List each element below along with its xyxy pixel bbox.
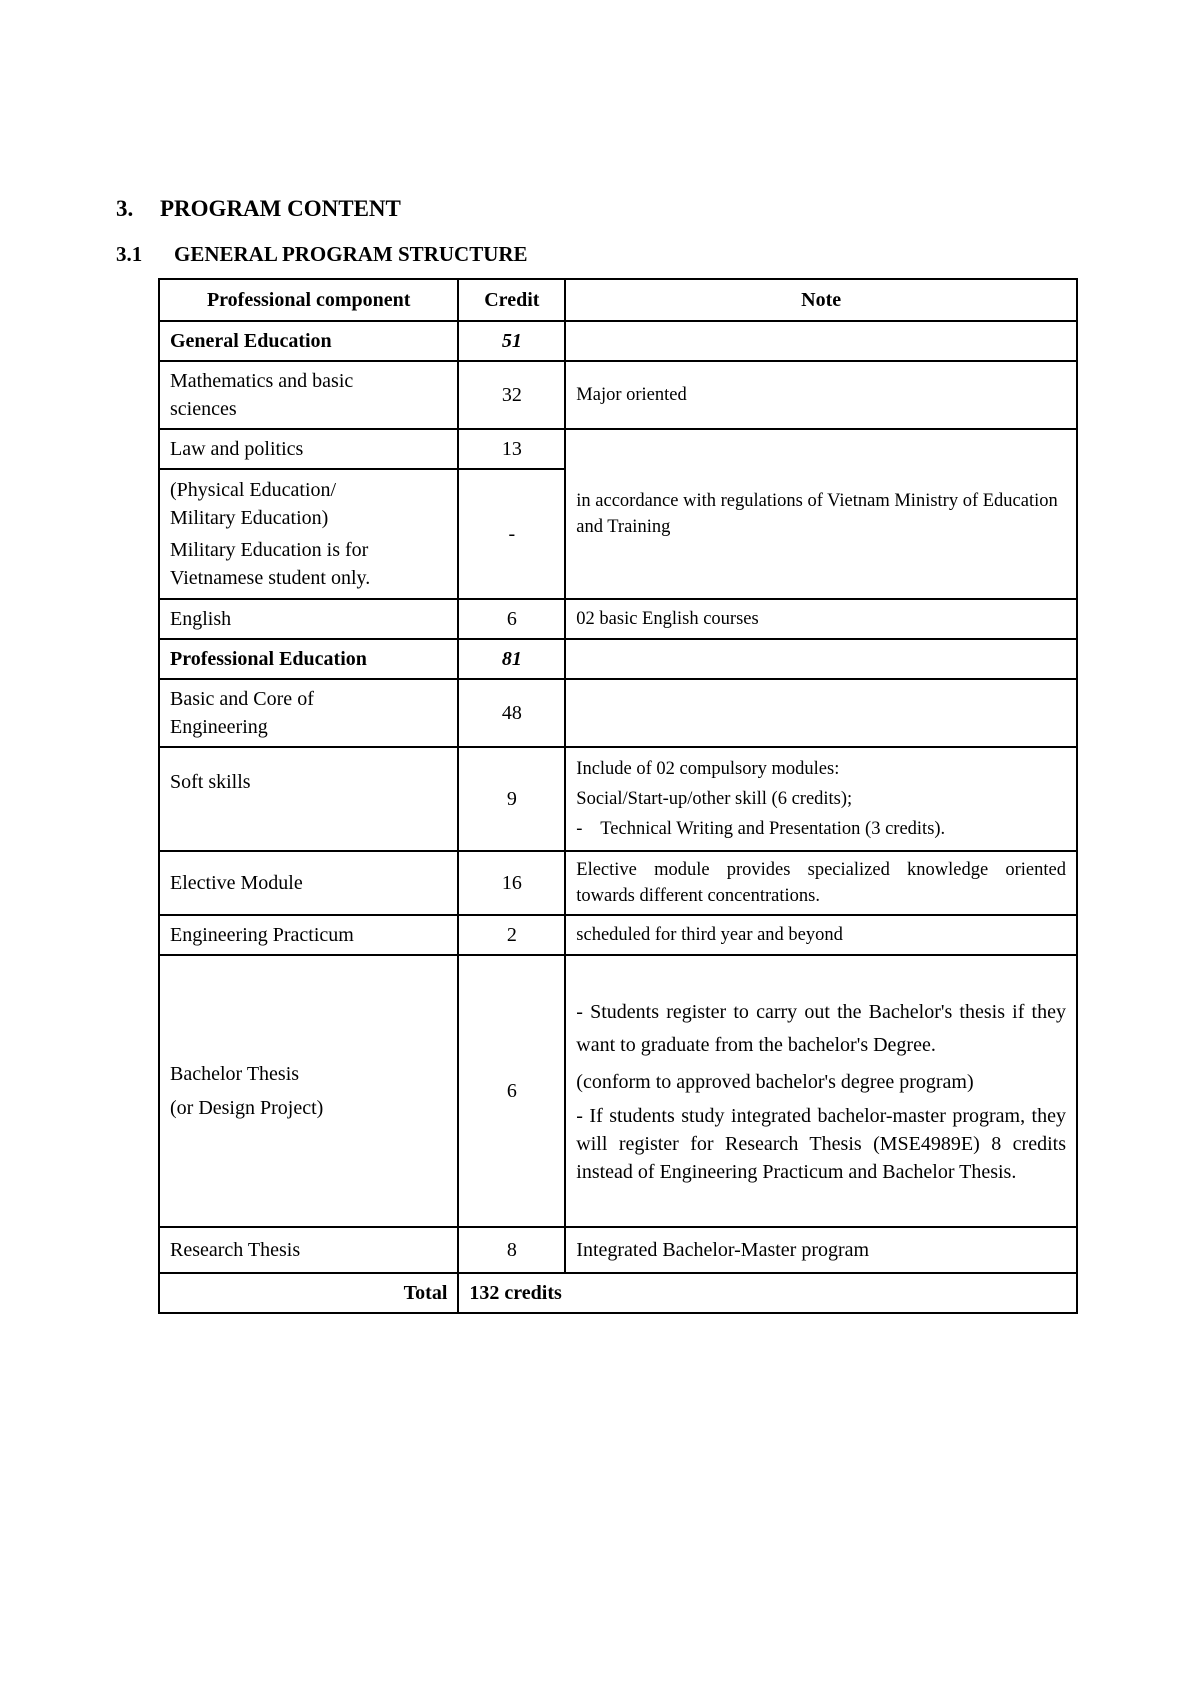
professional-education-label: Professional Education <box>159 639 458 679</box>
subsection-number: 3.1 <box>116 242 143 266</box>
math-label-line: Mathematics and basic <box>170 370 354 392</box>
table-row <box>159 429 1077 469</box>
practicum-label: Engineering Practicum <box>159 915 458 955</box>
table-row <box>159 1273 1077 1313</box>
table-row <box>159 915 1077 955</box>
pe-label-line: Military Education is for <box>170 539 369 561</box>
general-education-credit: 51 <box>458 321 565 361</box>
elective-label: Elective Module <box>159 851 458 915</box>
math-credit: 32 <box>458 361 565 429</box>
practicum-note: scheduled for third year and beyond <box>565 915 1077 955</box>
basic-core-label-line: Basic and Core of <box>170 688 314 710</box>
table-header-row <box>159 279 1077 321</box>
professional-education-note <box>565 639 1077 679</box>
pe-label-line: (Physical Education/ <box>170 479 337 501</box>
thesis-label <box>159 955 458 1227</box>
table-row <box>159 747 1077 851</box>
soft-skills-note-text: Technical Writing and Presentation (3 credits). <box>600 819 946 839</box>
math-label <box>159 361 458 429</box>
shared-note: in accordance with regulations of Vietnam Ministry of Education and Training <box>565 429 1077 599</box>
section-number: 3. <box>116 196 134 221</box>
subsection-heading <box>116 242 528 267</box>
english-label: English <box>159 599 458 639</box>
soft-skills-note-line: Include of 02 compulsory modules: <box>576 759 840 779</box>
math-label-line: sciences <box>170 398 237 420</box>
header-note: Note <box>565 279 1077 321</box>
english-note: 02 basic English courses <box>565 599 1077 639</box>
section-heading <box>116 196 401 222</box>
law-credit: 13 <box>458 429 565 469</box>
header-component: Professional component <box>159 279 458 321</box>
section-title: PROGRAM CONTENT <box>160 196 401 221</box>
soft-skills-note <box>565 747 1077 851</box>
research-credit: 8 <box>458 1227 565 1273</box>
basic-core-label-line: Engineering <box>170 716 268 738</box>
pe-credit: - <box>458 469 565 599</box>
thesis-note-line: - Students register to carry out the Bachelor's thesis if they want to graduate from the bachelor's Degree. <box>576 1001 1066 1056</box>
math-note: Major oriented <box>565 361 1077 429</box>
program-structure-table <box>158 278 1078 1314</box>
thesis-credit: 6 <box>458 955 565 1227</box>
table-row <box>159 321 1077 361</box>
practicum-credit: 2 <box>458 915 565 955</box>
table-row <box>159 361 1077 429</box>
professional-education-credit: 81 <box>458 639 565 679</box>
thesis-label-line: (or Design Project) <box>170 1097 324 1119</box>
subsection-title: GENERAL PROGRAM STRUCTURE <box>174 242 528 266</box>
table-row <box>159 1227 1077 1273</box>
thesis-note-line: (conform to approved bachelor's degree program) <box>576 1071 974 1093</box>
law-label: Law and politics <box>159 429 458 469</box>
bullet-dash: - <box>576 819 583 839</box>
total-label: Total <box>159 1273 458 1313</box>
soft-skills-note-line: Social/Start-up/other skill (6 credits); <box>576 789 853 809</box>
thesis-note-line: - If students study integrated bachelor-master program, they will register for Research Thesis (MSE4989E) 8 credits instead of Engineering Practicum and Bachelor Thesis. <box>576 1105 1066 1183</box>
basic-core-label <box>159 679 458 747</box>
table-row <box>159 955 1077 1227</box>
soft-skills-credit: 9 <box>458 747 565 851</box>
elective-note: Elective module provides specialized knowledge oriented towards different concentrations. <box>565 851 1077 915</box>
elective-credit: 16 <box>458 851 565 915</box>
pe-label-line: Military Education) <box>170 507 329 529</box>
thesis-label-line: Bachelor Thesis <box>170 1063 300 1085</box>
research-label: Research Thesis <box>159 1227 458 1273</box>
table-row <box>159 599 1077 639</box>
soft-skills-note-line <box>576 816 1066 842</box>
table-row <box>159 851 1077 915</box>
research-note: Integrated Bachelor-Master program <box>565 1227 1077 1273</box>
table-row <box>159 639 1077 679</box>
pe-label <box>159 469 458 599</box>
table-row <box>159 679 1077 747</box>
thesis-note <box>565 955 1077 1227</box>
basic-core-note <box>565 679 1077 747</box>
soft-skills-label: Soft skills <box>159 747 458 851</box>
basic-core-credit: 48 <box>458 679 565 747</box>
total-value: 132 credits <box>458 1273 1077 1313</box>
general-education-note <box>565 321 1077 361</box>
header-credit: Credit <box>458 279 565 321</box>
general-education-label: General Education <box>159 321 458 361</box>
english-credit: 6 <box>458 599 565 639</box>
pe-label-line: Vietnamese student only. <box>170 567 371 589</box>
